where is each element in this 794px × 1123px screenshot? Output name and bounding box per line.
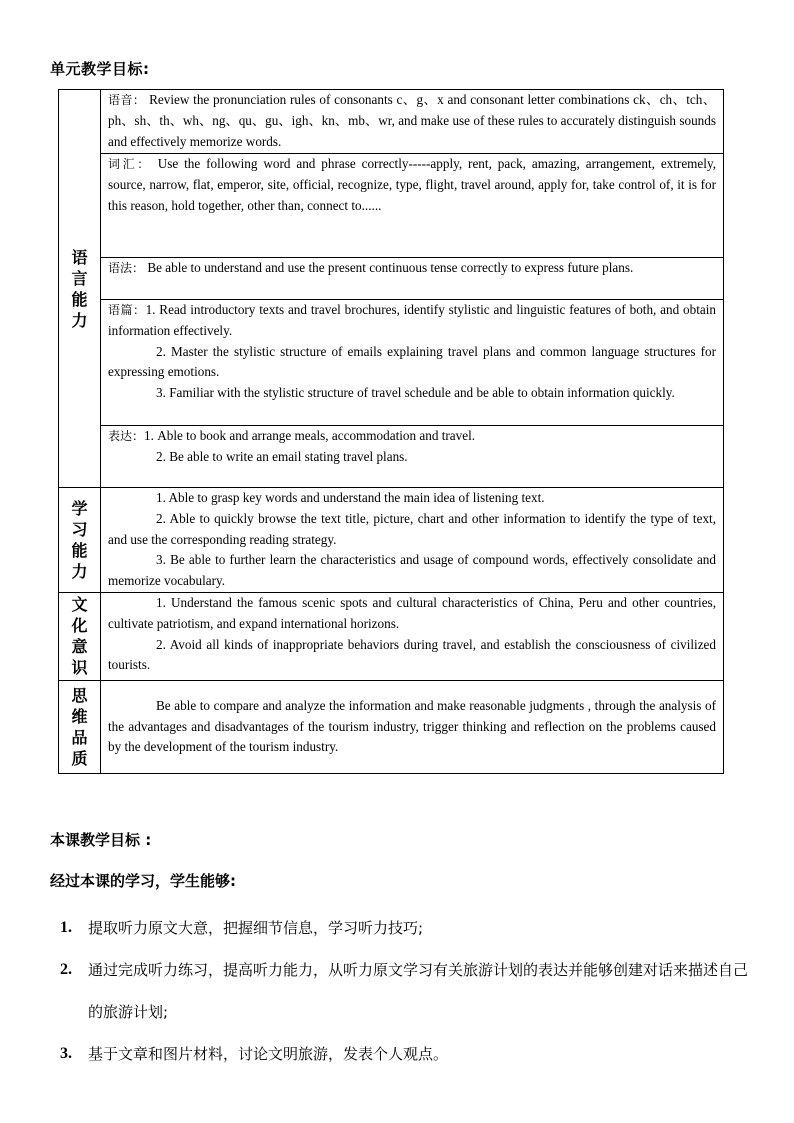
- expression-cell: [101, 426, 724, 488]
- objective-number: 3.: [60, 1045, 72, 1062]
- grammar-text: Be able to understand and use the present continuous tense correctly to express future plans.: [144, 260, 634, 275]
- expression-item: 2. Be able to write an email stating travel plans.: [156, 448, 408, 464]
- category-thinking-quality: 思维品质: [59, 680, 101, 773]
- category-learning-ability: 学习能力: [59, 488, 101, 593]
- discourse-cell: [101, 300, 724, 426]
- cultural-awareness-cell: [101, 592, 724, 680]
- unit-goals-table: [58, 89, 724, 774]
- culture-item: 2. Avoid all kinds of inappropriate behaviors during travel, and establish the consciousness of civilized tourists.: [108, 636, 716, 673]
- objective-text: 提取听力原文大意，把握细节信息，学习听力技巧;: [88, 919, 424, 937]
- category-cultural-awareness: 文化意识: [59, 592, 101, 680]
- thinking-quality-row: [59, 680, 724, 773]
- learning-ability-row: [59, 488, 724, 593]
- unit-goals-heading: 单元教学目标:: [50, 60, 150, 78]
- lesson-objectives-list: [60, 907, 760, 1075]
- pronunciation-row: [59, 90, 724, 154]
- vocabulary-label: 词汇：: [108, 157, 152, 171]
- expression-label: 表达：: [108, 429, 145, 443]
- thinking-text: Be able to compare and analyze the information and make reasonable judgments , through the analysis of the advantages and disadvantages of the tourism industry, trigger thinking and reflection on the problems caused by the development of the tourism industry.: [108, 697, 716, 755]
- objective-number: 2.: [60, 961, 72, 978]
- expression-item: 表达：1. Able to book and arrange meals, accommodation and travel.: [108, 428, 476, 443]
- pronunciation-text: Review the pronunciation rules of consonants c、g、x and consonant letter combinations ck、ch、tch、ph、sh、th、wh、ng、qu、gu、igh、kn、mb、wr, and make use of these rules to accurately distinguish sounds and effectively memorize words.: [108, 92, 716, 149]
- discourse-item: 语篇：1. Read introductory texts and travel brochures, identify stylistic and linguistic features of both, and obtain information effectively.: [108, 302, 716, 338]
- discourse-row: [59, 300, 724, 426]
- category-language-ability: 语言能力: [59, 90, 101, 488]
- grammar-cell: [101, 258, 724, 300]
- lesson-objective: [60, 907, 760, 949]
- thinking-quality-cell: [101, 680, 724, 773]
- vocabulary-text: Use the following word and phrase correctly-----apply, rent, pack, amazing, arrangement, extremely, source, narrow, flat, emperor, site, official, recognize, type, flight, travel around, apply for, take control of, it is for this reason, hold together, other than, connect to......: [108, 156, 716, 213]
- pronunciation-cell: [101, 90, 724, 154]
- learning-ability-cell: [101, 488, 724, 593]
- lesson-intro: 经过本课的学习，学生能够:: [50, 872, 236, 890]
- grammar-row: [59, 258, 724, 300]
- grammar-label: 语法：: [108, 261, 145, 275]
- discourse-label: 语篇：: [108, 303, 146, 317]
- objective-text: 通过完成听力练习，提高听力能力，从听力原文学习有关旅游计划的表达并能够创建对话来描述自己的旅游计划;: [88, 961, 749, 1021]
- pronunciation-label: 语音：: [108, 93, 146, 107]
- objective-text: 基于文章和图片材料，讨论文明旅游，发表个人观点。: [88, 1045, 449, 1063]
- culture-item: 1. Understand the famous scenic spots and cultural characteristics of China, Peru and other countries, cultivate patriotism, and expand international horizons.: [108, 594, 716, 631]
- learning-item: 2. Able to quickly browse the text title, picture, chart and other information to identify the type of text, and use the corresponding reading strategy.: [108, 510, 716, 547]
- discourse-item: 3. Familiar with the stylistic structure of travel schedule and be able to obtain information quickly.: [156, 385, 675, 401]
- lesson-objective: [60, 949, 760, 1033]
- cultural-awareness-row: [59, 592, 724, 680]
- expression-row: [59, 426, 724, 488]
- learning-item: 3. Be able to further learn the characteristics and usage of compound words, effectively consolidate and memorize vocabulary.: [108, 552, 716, 589]
- vocabulary-row: [59, 154, 724, 258]
- learning-item: 1. Able to grasp key words and understand the main idea of listening text.: [156, 490, 545, 505]
- lesson-goals-heading: 本课教学目标 :: [50, 831, 152, 849]
- discourse-item: 2. Master the stylistic structure of emails explaining travel plans and common language structures for expressing emotions.: [108, 343, 716, 380]
- objective-number: 1.: [60, 919, 72, 936]
- vocabulary-cell: [101, 154, 724, 258]
- lesson-objective: [60, 1033, 760, 1075]
